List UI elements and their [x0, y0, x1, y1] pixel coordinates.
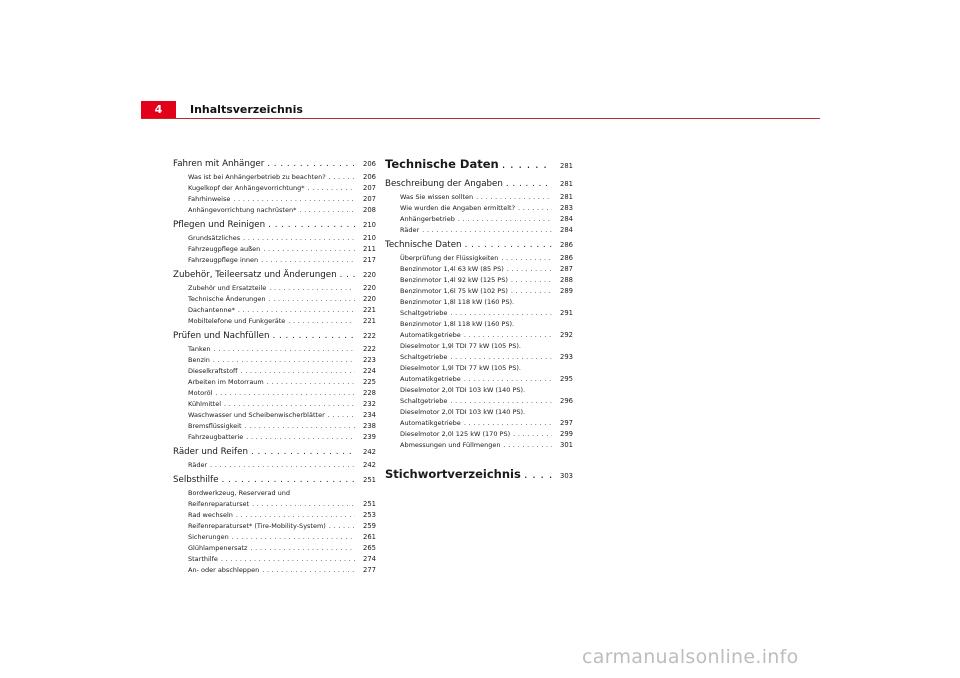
dot-leader — [329, 172, 355, 183]
toc-item[interactable] — [173, 377, 376, 388]
toc-page-number: 277 — [363, 566, 376, 574]
toc-item[interactable] — [173, 294, 376, 305]
toc-label: Zubehör und Ersatzteile — [188, 284, 267, 292]
toc-page-number: 210 — [363, 234, 376, 242]
dot-leader — [246, 432, 355, 443]
toc-label: Überprüfung der Flüssigkeiten — [400, 254, 499, 262]
toc-item[interactable] — [173, 554, 376, 565]
toc-item[interactable] — [173, 565, 376, 576]
toc-page-number: 253 — [363, 511, 376, 519]
toc-label: Schaltgetriebe — [400, 397, 448, 405]
toc-item[interactable] — [385, 203, 573, 214]
dot-leader — [450, 396, 552, 407]
toc-item[interactable] — [173, 366, 376, 377]
toc-label: An- oder abschleppen — [188, 566, 260, 574]
toc-page-number: 286 — [560, 254, 573, 262]
toc-label: Anhängevorrichtung nachrüsten* — [188, 206, 297, 214]
dot-leader — [502, 155, 552, 173]
toc-page-number: 208 — [363, 206, 376, 214]
toc-page-number: 232 — [363, 400, 376, 408]
toc-section[interactable] — [173, 328, 376, 344]
dot-leader — [507, 264, 552, 275]
dot-leader — [272, 328, 355, 344]
toc-chapter[interactable] — [385, 155, 573, 175]
toc-page-number: 274 — [363, 555, 376, 563]
toc-label: Dieselmotor 2,0l 125 kW (170 PS) — [400, 430, 511, 438]
dot-leader — [464, 418, 552, 429]
dot-leader — [214, 344, 355, 355]
toc-page-number: 222 — [363, 332, 376, 340]
toc-label: Sicherungen — [188, 533, 229, 541]
toc-page-number: 289 — [560, 287, 573, 295]
dot-leader — [221, 472, 355, 488]
toc-page-number: 222 — [363, 345, 376, 353]
toc-item[interactable] — [173, 499, 376, 510]
toc-label: Schaltgetriebe — [400, 309, 448, 317]
toc-page-number: 261 — [363, 533, 376, 541]
toc-label: Technische Daten — [385, 240, 462, 250]
toc-page-number: 287 — [560, 265, 573, 273]
dot-leader — [476, 192, 552, 203]
toc-item[interactable] — [385, 330, 573, 341]
toc-label: Fahrzeugpflege außen — [188, 245, 261, 253]
dot-leader — [328, 410, 355, 421]
dot-leader — [262, 565, 355, 576]
dot-leader — [252, 499, 355, 510]
toc-label: Rad wechseln — [188, 511, 233, 519]
toc-label: Glühlampenersatz — [188, 544, 248, 552]
toc-section[interactable] — [385, 176, 573, 192]
toc-page-number: 286 — [560, 241, 573, 249]
toc-item[interactable] — [173, 233, 376, 244]
toc-page-number: 207 — [363, 184, 376, 192]
toc-page-number: 259 — [363, 522, 376, 530]
toc-label: Mobiltelefone und Funkgeräte — [188, 317, 286, 325]
toc-page-number: 295 — [560, 375, 573, 383]
dot-leader — [250, 543, 355, 554]
toc-label: Technische Daten — [385, 157, 499, 171]
toc-item[interactable] — [173, 510, 376, 521]
toc-page-number: 234 — [363, 411, 376, 419]
toc-item[interactable] — [173, 421, 376, 432]
toc-label: Schaltgetriebe — [400, 353, 448, 361]
toc-page-number: 281 — [560, 180, 573, 188]
toc-label: Benzinmotor 1,4l 92 kW (125 PS) — [400, 276, 508, 284]
dot-leader — [464, 374, 552, 385]
toc-page-number: 220 — [363, 295, 376, 303]
toc-item[interactable] — [385, 214, 573, 225]
toc-label: Zubehör, Teileersatz und Änderungen — [173, 270, 337, 280]
toc-label: Dachantenne* — [188, 306, 235, 314]
dot-leader — [268, 217, 355, 233]
toc-page-number: 303 — [560, 472, 573, 480]
toc-item[interactable] — [385, 253, 573, 264]
dot-leader — [307, 183, 355, 194]
toc-page-number: 242 — [363, 448, 376, 456]
page-title: Inhaltsverzeichnis — [190, 103, 303, 116]
toc-item[interactable] — [173, 283, 376, 294]
toc-label: Fahrhinweise — [188, 195, 231, 203]
toc-item[interactable] — [173, 399, 376, 410]
toc-item[interactable] — [173, 432, 376, 443]
toc-left-column — [173, 155, 376, 576]
toc-page-number: 265 — [363, 544, 376, 552]
toc-item[interactable] — [385, 225, 573, 236]
toc-item[interactable] — [173, 460, 376, 471]
toc-page-number: 217 — [363, 256, 376, 264]
toc-page-number: 299 — [560, 430, 573, 438]
toc-label: Fahren mit Anhänger — [173, 159, 265, 169]
toc-item[interactable] — [385, 264, 573, 275]
toc-label: Automatikgetriebe — [400, 331, 461, 339]
toc-item[interactable] — [385, 286, 573, 297]
toc-item[interactable] — [173, 305, 376, 316]
toc-label: Pflegen und Reinigen — [173, 220, 266, 230]
toc-page-number: 220 — [363, 284, 376, 292]
toc-label: Dieselkraftstoff — [188, 367, 238, 375]
toc-item[interactable] — [173, 316, 376, 327]
toc-label: Benzinmotor 1,4l 63 kW (85 PS) — [400, 265, 504, 273]
dot-leader — [518, 203, 552, 214]
toc-item[interactable] — [385, 418, 573, 429]
dot-leader — [215, 388, 355, 399]
toc-label: Selbsthilfe — [173, 475, 219, 485]
toc-page-number: 283 — [560, 204, 573, 212]
toc-item[interactable] — [385, 396, 573, 407]
toc-label: Stichwortverzeichnis — [385, 467, 521, 481]
toc-page-number: 220 — [363, 271, 376, 279]
dot-leader — [233, 194, 355, 205]
dot-leader — [241, 366, 355, 377]
toc-label: Arbeiten im Motorraum — [188, 378, 264, 386]
dot-leader — [464, 330, 552, 341]
toc-entry-continued[interactable]: Dieselmotor 1,9l TDI 77 kW (105 PS). — [400, 364, 521, 372]
toc-section[interactable] — [173, 217, 376, 233]
toc-page-number: 251 — [363, 500, 376, 508]
toc-item[interactable] — [385, 275, 573, 286]
dot-leader — [501, 253, 552, 264]
toc-item[interactable] — [385, 308, 573, 319]
header-divider — [141, 118, 820, 119]
toc-page-number: 224 — [363, 367, 376, 375]
watermark: carmanualsonline.info — [582, 646, 799, 668]
toc-label: Räder — [400, 226, 420, 234]
toc-page-number: 296 — [560, 397, 573, 405]
dot-leader — [465, 237, 552, 253]
dot-leader — [506, 176, 552, 192]
dot-leader — [511, 286, 552, 297]
dot-leader — [340, 267, 355, 283]
toc-page-number: 211 — [363, 245, 376, 253]
dot-leader — [268, 294, 355, 305]
dot-leader — [238, 305, 355, 316]
toc-label: Reifenreparaturset — [188, 500, 250, 508]
toc-label: Motoröl — [188, 389, 213, 397]
dot-leader — [513, 429, 552, 440]
toc-item[interactable] — [173, 410, 376, 421]
toc-item[interactable] — [173, 194, 376, 205]
dot-leader — [458, 214, 552, 225]
toc-page-number: 288 — [560, 276, 573, 284]
dot-leader — [269, 283, 355, 294]
toc-label: Tanken — [188, 345, 211, 353]
toc-item[interactable] — [385, 374, 573, 385]
toc-page-number: 284 — [560, 226, 573, 234]
toc-item[interactable] — [173, 344, 376, 355]
dot-leader — [210, 460, 355, 471]
toc-label: Kühlmittel — [188, 400, 222, 408]
toc-entry-continued[interactable]: Dieselmotor 2,0l TDI 103 kW (140 PS). — [400, 408, 526, 416]
toc-page-number: 223 — [363, 356, 376, 364]
toc-item[interactable] — [385, 352, 573, 363]
toc-page-number: 207 — [363, 195, 376, 203]
toc-label: Grundsätzliches — [188, 234, 241, 242]
dot-leader — [245, 421, 355, 432]
toc-page-number: 221 — [363, 306, 376, 314]
toc-label: Bremsflüssigkeit — [188, 422, 242, 430]
toc-page-number: 284 — [560, 215, 573, 223]
toc-item[interactable] — [173, 355, 376, 366]
toc-page-number: 210 — [363, 221, 376, 229]
toc-label: Was ist bei Anhängerbetrieb zu beachten? — [188, 173, 326, 181]
toc-page-number: 281 — [560, 193, 573, 201]
toc-label: Fahrzeugbatterie — [188, 433, 244, 441]
dot-leader — [267, 377, 355, 388]
toc-page-number: 293 — [560, 353, 573, 361]
toc-entry-continued[interactable]: Bordwerkzeug, Reserverad und — [188, 489, 291, 497]
toc-page-number: 221 — [363, 317, 376, 325]
dot-leader — [221, 554, 355, 565]
toc-page-number: 206 — [363, 173, 376, 181]
toc-label: Automatikgetriebe — [400, 419, 461, 427]
dot-leader — [422, 225, 552, 236]
toc-item[interactable] — [173, 205, 376, 216]
toc-page-number: 242 — [363, 461, 376, 469]
toc-item[interactable] — [173, 388, 376, 399]
page-number-badge: 4 — [141, 101, 176, 118]
toc-page-number: 292 — [560, 331, 573, 339]
toc-item[interactable] — [385, 192, 573, 203]
toc-label: Reifenreparaturset* (Tire-Mobility-System) — [188, 522, 326, 530]
toc-page-number: 301 — [560, 441, 573, 449]
toc-page-number: 206 — [363, 160, 376, 168]
toc-label: Prüfen und Nachfüllen — [173, 331, 270, 341]
dot-leader — [236, 510, 355, 521]
toc-section[interactable] — [173, 472, 376, 488]
dot-leader — [299, 205, 355, 216]
toc-label: Starthilfe — [188, 555, 218, 563]
toc-entry-continued[interactable]: Benzinmotor 1,8l 118 kW (160 PS). — [400, 298, 515, 306]
toc-label: Räder — [188, 461, 208, 469]
toc-right-column — [385, 155, 573, 485]
dot-leader — [288, 316, 355, 327]
toc-section[interactable] — [173, 444, 376, 460]
dot-leader — [261, 255, 355, 266]
toc-label: Räder und Reifen — [173, 447, 248, 457]
toc-entry-continued[interactable]: Dieselmotor 2,0l TDI 103 kW (140 PS). — [400, 386, 526, 394]
toc-item[interactable] — [173, 255, 376, 266]
dot-leader — [232, 532, 355, 543]
toc-label: Anhängerbetrieb — [400, 215, 455, 223]
toc-page-number: 238 — [363, 422, 376, 430]
dot-leader — [450, 308, 552, 319]
toc-label: Wie wurden die Angaben ermittelt? — [400, 204, 516, 212]
toc-label: Waschwasser und Scheibenwischerblätter — [188, 411, 325, 419]
toc-page-number: 297 — [560, 419, 573, 427]
dot-leader — [251, 444, 355, 460]
dot-leader — [267, 156, 355, 172]
dot-leader — [213, 355, 355, 366]
toc-label: Automatikgetriebe — [400, 375, 461, 383]
toc-label: Benzin — [188, 356, 210, 364]
dot-leader — [511, 275, 552, 286]
toc-page-number: 228 — [363, 389, 376, 397]
toc-entry-continued[interactable]: Dieselmotor 1,9l TDI 77 kW (105 PS). — [400, 342, 521, 350]
dot-leader — [263, 244, 355, 255]
dot-leader — [450, 352, 552, 363]
dot-leader — [524, 465, 552, 483]
toc-item[interactable] — [173, 183, 376, 194]
toc-entry-continued[interactable]: Benzinmotor 1,8l 118 kW (160 PS). — [400, 320, 515, 328]
toc-page-number: 225 — [363, 378, 376, 386]
toc-item[interactable] — [173, 244, 376, 255]
toc-page-number: 239 — [363, 433, 376, 441]
toc-label: Beschreibung der Angaben — [385, 179, 503, 189]
dot-leader — [243, 233, 355, 244]
toc-page-number: 291 — [560, 309, 573, 317]
toc-item[interactable] — [173, 172, 376, 183]
dot-leader — [224, 399, 355, 410]
toc-label: Benzinmotor 1,6l 75 kW (102 PS) — [400, 287, 508, 295]
toc-item[interactable] — [173, 543, 376, 554]
toc-label: Technische Änderungen — [188, 295, 266, 303]
toc-chapter[interactable] — [385, 465, 573, 485]
toc-item[interactable] — [173, 521, 376, 532]
dot-leader — [503, 440, 552, 451]
toc-item[interactable] — [173, 532, 376, 543]
toc-item[interactable] — [385, 440, 573, 451]
dot-leader — [329, 521, 355, 532]
toc-page-number: 251 — [363, 476, 376, 484]
toc-label: Abmessungen und Füllmengen — [400, 441, 501, 449]
toc-label: Fahrzeugpflege innen — [188, 256, 259, 264]
toc-label: Was Sie wissen sollten — [400, 193, 474, 201]
toc-label: Kugelkopf der Anhängevorrichtung* — [188, 184, 305, 192]
toc-page-number: 281 — [560, 162, 573, 170]
toc-section[interactable] — [173, 156, 376, 172]
toc-section[interactable] — [173, 267, 376, 283]
toc-section[interactable] — [385, 237, 573, 253]
toc-item[interactable] — [385, 429, 573, 440]
